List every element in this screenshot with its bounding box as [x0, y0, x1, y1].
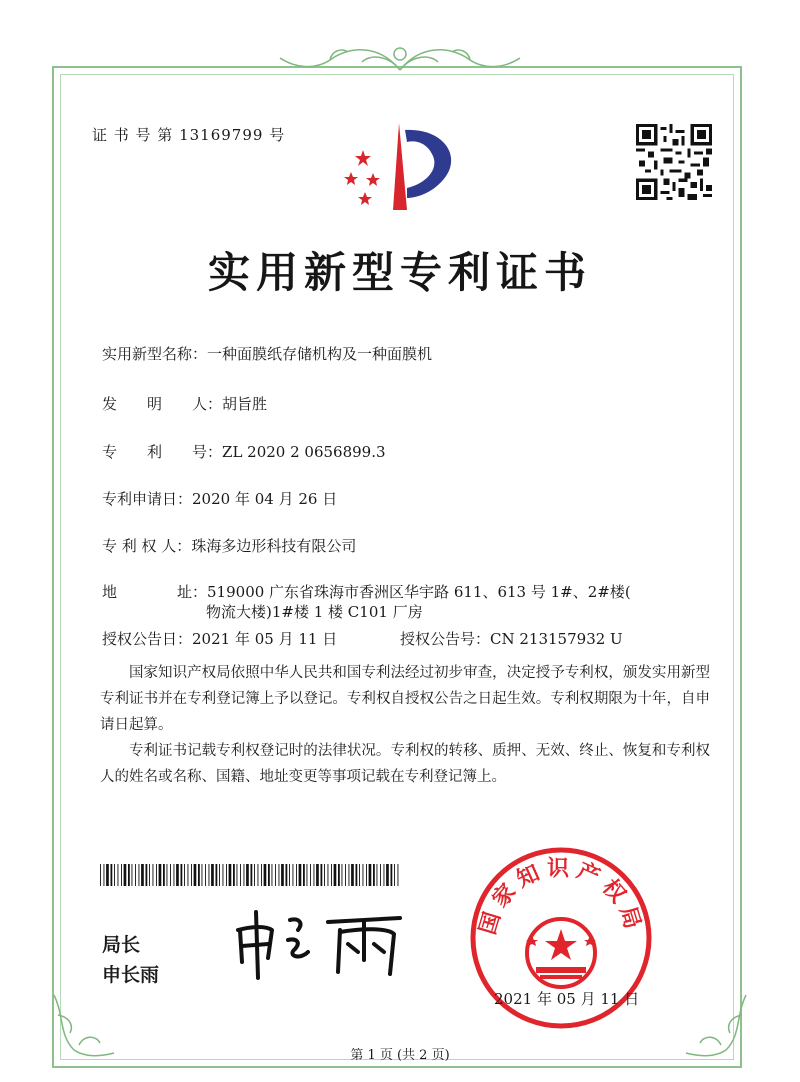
filing-date-row	[102, 488, 337, 509]
top-ornament-icon	[270, 40, 530, 80]
grant-date-row	[102, 628, 337, 649]
page-number: 第 1 页 (共 2 页)	[350, 1048, 450, 1063]
svg-text:国家知识产权局: 国家知识产权局	[474, 855, 648, 938]
filing-date-label: 专利申请日：	[102, 490, 193, 508]
address-label: 地 址：	[102, 583, 208, 601]
patent-number-label: 专 利 号：	[102, 443, 223, 461]
patentee-row	[102, 535, 356, 556]
address-line-1: 519000 广东省珠海市香洲区华宇路 611、613 号 1#、2#楼(	[207, 583, 631, 601]
director-signature-icon	[228, 900, 408, 980]
address-row	[102, 581, 631, 602]
utility-model-name-row	[102, 343, 432, 364]
patent-number-value: ZL 2020 2 0656899.3	[222, 443, 386, 461]
patent-office-logo-icon	[335, 118, 465, 218]
certificate-number: 证 书 号 第 13169799 号	[92, 126, 286, 144]
utility-model-name-label: 实用新型名称：	[102, 345, 208, 363]
patentee-value: 珠海多边形科技有限公司	[191, 537, 357, 555]
grant-number-value: CN 213157932 U	[490, 630, 623, 648]
certificate-title: 实用新型专利证书	[207, 248, 592, 297]
patentee-label: 专 利 权 人：	[102, 537, 192, 555]
patent-number-row	[102, 441, 386, 462]
utility-model-name-value: 一种面膜纸存储机构及一种面膜机	[207, 345, 433, 363]
statement-paragraph-1: 国家知识产权局依照中华人民共和国专利法经过初步审查，决定授予专利权，颁发实用新型专利证书并在专利登记簿上予以登记。专利权自授权公告之日起生效。专利权期限为十年，自申请日起算。	[100, 665, 710, 733]
grant-number-label: 授权公告号：	[400, 630, 491, 648]
barcode-icon	[100, 864, 400, 886]
inventor-row	[102, 393, 267, 414]
grant-date-label: 授权公告日：	[102, 630, 193, 648]
statement-paragraph-2: 专利证书记载专利权登记时的法律状况。专利权的转移、质押、无效、终止、恢复和专利权人的姓名或名称、国籍、地址变更等事项记载在专利登记簿上。	[100, 743, 710, 785]
grant-date-value: 2021 年 05 月 11 日	[192, 630, 338, 648]
qr-code-icon	[636, 124, 712, 200]
filing-date-value: 2020 年 04 月 26 日	[192, 490, 338, 508]
director-title: 局长	[102, 934, 141, 956]
director-name: 申长雨	[102, 964, 160, 986]
inventor-value: 胡旨胜	[222, 395, 268, 413]
inventor-label: 发 明 人：	[102, 395, 223, 413]
address-line-2: 物流大楼)1#楼 1 楼 C101 厂房	[206, 603, 423, 621]
seal-date: 2021 年 05 月 11 日	[494, 990, 640, 1008]
grant-number-row	[400, 628, 623, 649]
